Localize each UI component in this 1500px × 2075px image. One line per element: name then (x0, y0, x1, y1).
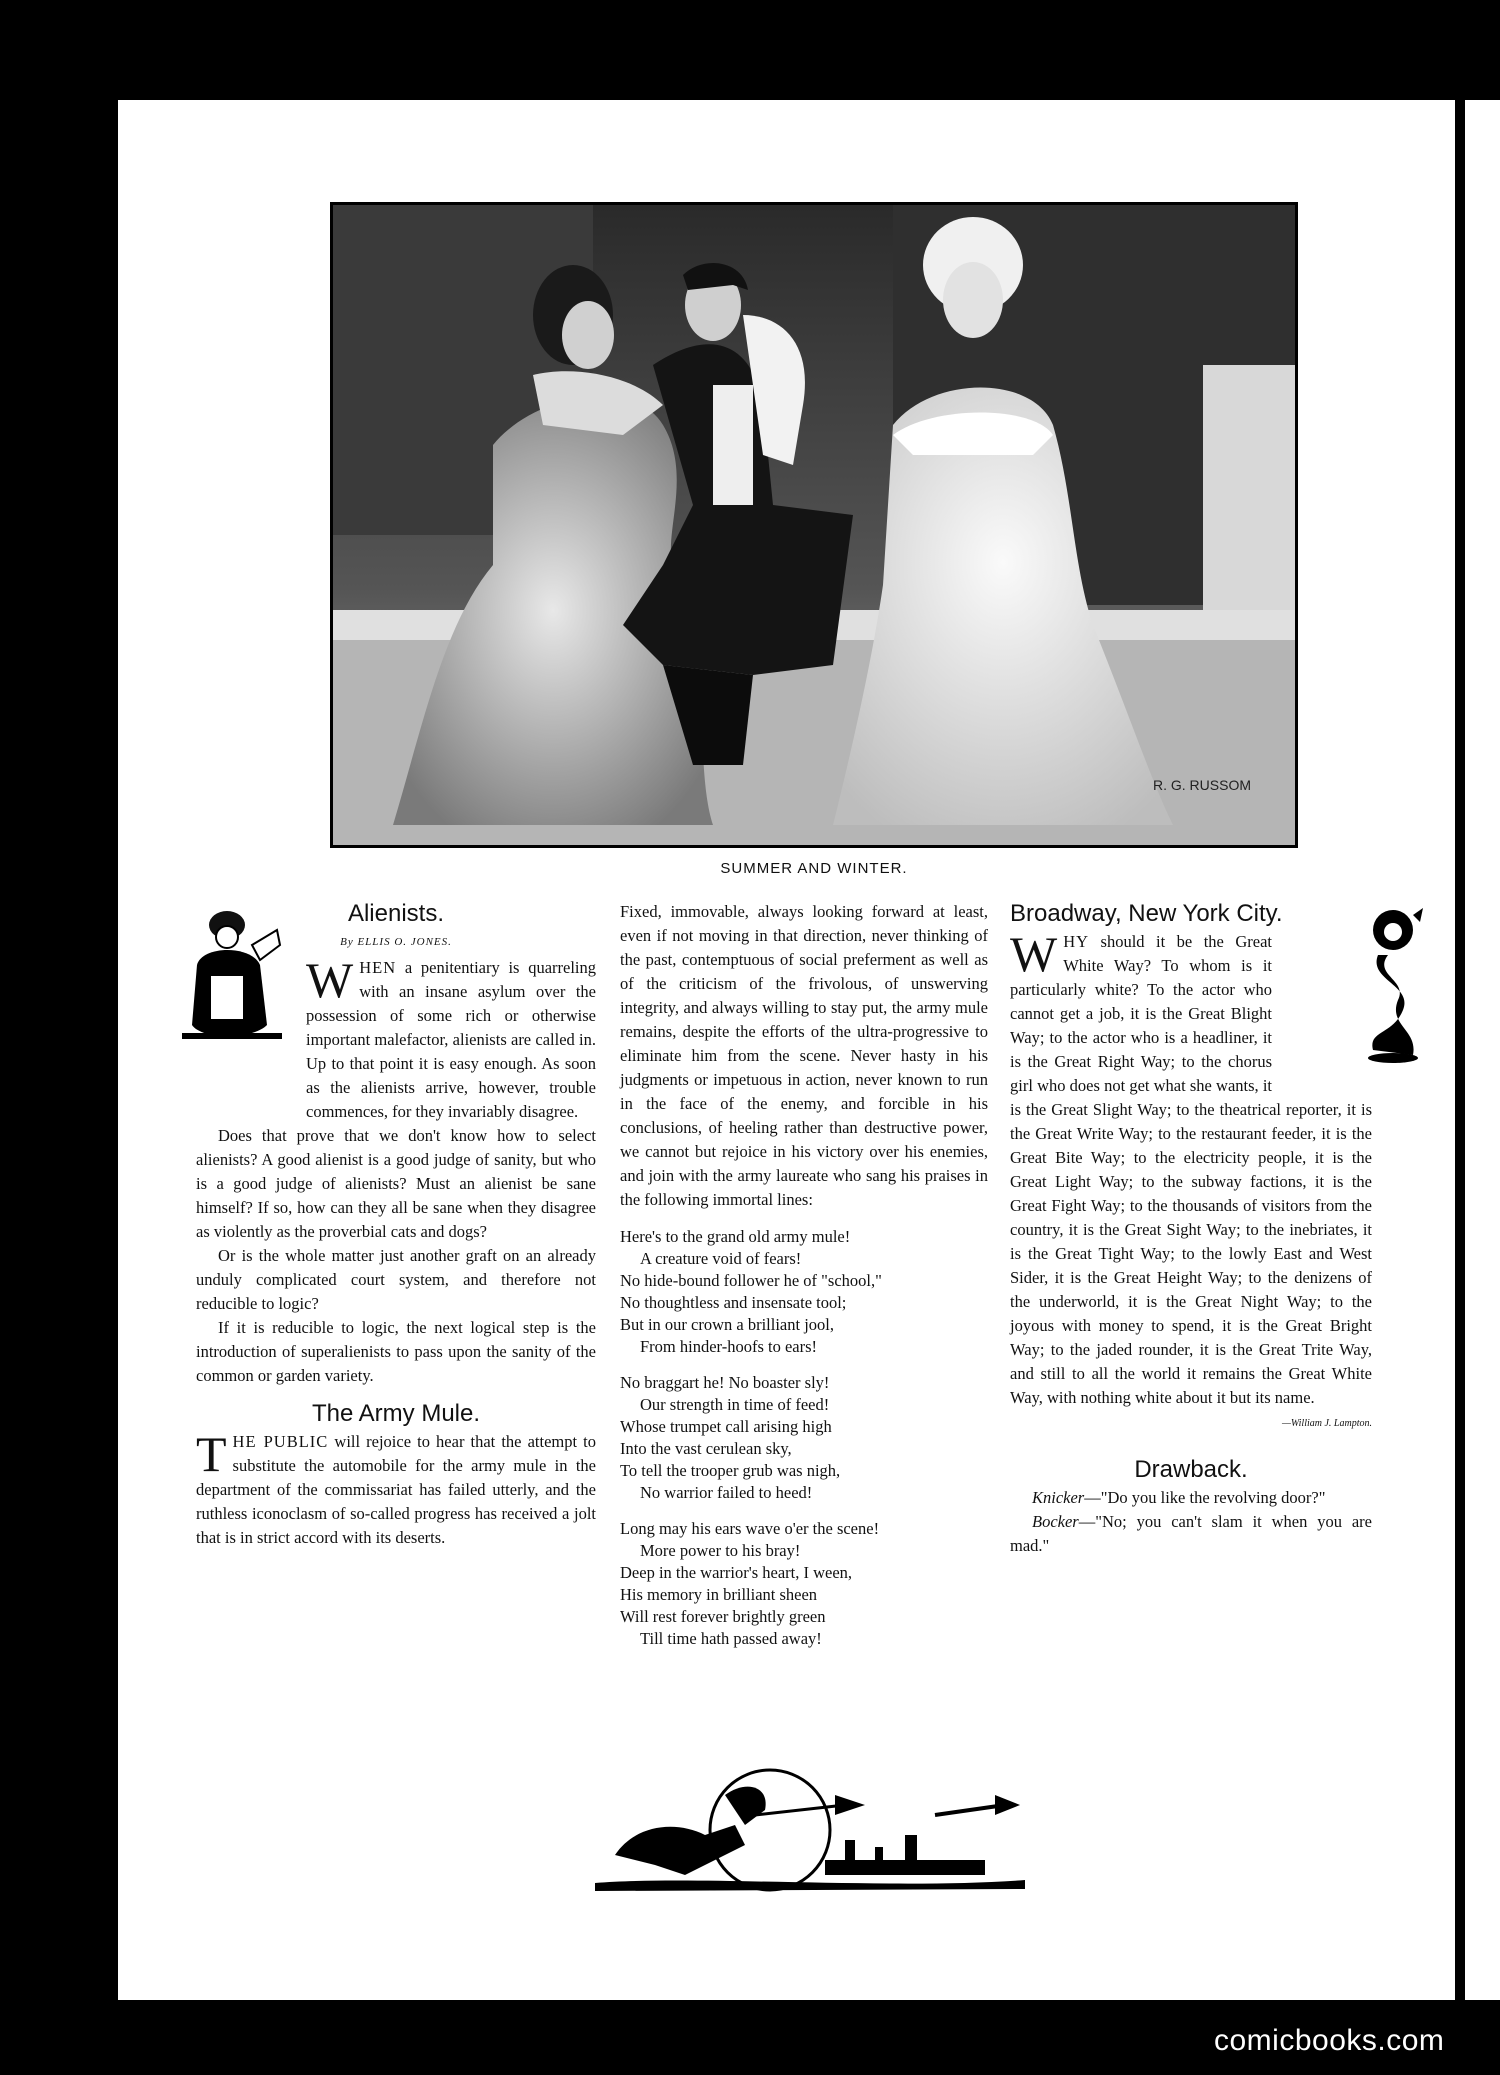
artist-signature: R. G. RUSSOM (1153, 777, 1252, 793)
poem-line: To tell the trooper grub was nigh, (620, 1461, 841, 1480)
army-mule-title: The Army Mule. (311, 1400, 481, 1427)
poem-line: Here's to the grand old army mule! (620, 1227, 851, 1246)
drop-cap: W (1010, 926, 1058, 982)
poem-line: No hide-bound follower he of "school," (620, 1271, 882, 1290)
army-mule-paragraph-2: Fixed, immovable, always looking forward at least, even if not moving in that direction, never thinking of the past, contemptuous of social preferment as well as of the criticism of the frivolous, of unswerving integrity, and always willing to stay put, the army mule remains, despite the efforts of the ultra-progressive to eliminate him from the scene. Never hasty in his judgments or impetuous in action, never known to run in the face of the enemy, and forcible in his conclusions, of heeling rather than destructive power, we cannot but rejoice in his victory over his enemies, and join with the army laureate who sang his praises in the following immortal lines: (620, 902, 988, 1209)
poem-stanza-3 (620, 1518, 988, 1650)
alienists-byline: By ELLIS O. JONES. (340, 936, 452, 948)
poem-line: Deep in the warrior's heart, I ween, (620, 1563, 853, 1582)
poem-line: More power to his bray! (640, 1541, 801, 1560)
alienists-paragraph-2: Does that prove that we don't know how to select alienists? A good alienist is a good judge of sanity, but who is a good judge of alienists? Must an alienist be sane himself? If so, how can they all be sane when they disagree as violently as the proverbial cats and dogs? (196, 1126, 596, 1241)
alienists-title: Alienists. (347, 900, 445, 927)
poem-line: His memory in brilliant sheen (620, 1585, 818, 1604)
poem-line: Into the vast cerulean sky, (620, 1439, 792, 1458)
alienists-paragraph-1: WHEN a penitentiary is quarreling with an insane asylum over the possession of some rich or otherwise important malefactor, alienists are called in. Up to that point it is easy enough. As soon as the alienists arrive, however, trouble commences, for they invariably disagree. (306, 952, 596, 1121)
army-mule-paragraph-1: THE PUBLIC will rejoice to hear that the attempt to substitute the automobile for the army mule in the department of the commissariat has failed utterly, and the ruthless iconoclasm of so-called progress has received a jolt that is in strict accord with its deserts. (196, 1426, 597, 1547)
illustration-caption: SUMMER AND WINTER. (720, 860, 908, 877)
watermark: comicbooks.com (1214, 2024, 1445, 2057)
drop-cap: W (306, 952, 354, 1008)
poem-line: Long may his ears wave o'er the scene! (620, 1519, 880, 1538)
poem-line: Till time hath passed away! (640, 1629, 822, 1648)
poem-line: A creature void of fears! (640, 1249, 802, 1268)
bottom-vignette-cupid-illustration (595, 1765, 1025, 1895)
column-3 (1010, 900, 1372, 1558)
illustration-image (333, 205, 1295, 845)
poem-line: No braggart he! No boaster sly! (620, 1373, 830, 1392)
broadway-attribution: —William J. Lampton. (1281, 1418, 1372, 1429)
drawback-title: Drawback. (1134, 1456, 1248, 1483)
poem-line: From hinder-hoofs to ears! (640, 1337, 818, 1356)
alienists-paragraph-3: Or is the whole matter just another graft on an already unduly complicated court system, and therefore not reducible to logic? (196, 1246, 596, 1313)
drop-cap: T (196, 1426, 227, 1482)
poem-line: No warrior failed to heed! (640, 1483, 813, 1502)
drawback-line-1: Knicker—"Do you like the revolving door?" (1032, 1488, 1326, 1507)
illustration-summer-and-winter (330, 202, 1298, 848)
poem-line: Whose trumpet call arising high (620, 1417, 832, 1436)
poem-line: No thoughtless and insensate tool; (620, 1293, 847, 1312)
alienists-paragraph-4: If it is reducible to logic, the next logical step is the introduction of superalienists to pass upon the sanity of the common or garden variety. (196, 1318, 596, 1385)
poem-stanza-1 (620, 1226, 988, 1358)
poem-line: Will rest forever brightly green (620, 1607, 826, 1626)
adjacent-page-edge (1465, 100, 1500, 2000)
poem-line: Our strength in time of feed! (640, 1395, 830, 1414)
poem-stanza-2 (620, 1372, 988, 1504)
column-1 (196, 900, 596, 1550)
drawback-line-2: Bocker—"No; you can't slam it when you are mad." (1010, 1512, 1372, 1555)
broadway-paragraph: WHY should it be the Great White Way? To whom is it particularly white? To the actor who cannot get a job, it is the Great Blight Way; to the actor who is a headliner, it is the Great Right Way; to the chorus girl who does not get what she wants, it is the Great Slight Way; to the theatrical reporter, it is the Great Write Way; to the restaurant feeder, it is the Great Bite Way; to the electricity people, it is the Great Light Way; to the subway factions, it is the Great Fight Way; to the thousands of visitors from the country, it is the Great Sight Way; to the inebriates, it is the Great Tight Way; to the lowly East and West Sider, it is the Great Height Way; to the denizens of the underworld, it is the Great Night Way; to the joyous with money to spend, it is the Great Bright Way; to the jaded rounder, it is the Great Trite Way, and still to all the world it remains the Great White Way, with nothing white about it but its name. (1010, 926, 1372, 1407)
broadway-title: Broadway, New York City. (1010, 900, 1283, 927)
poem-line: But in our crown a brilliant jool, (620, 1315, 835, 1334)
army-mule-poem (620, 1226, 988, 1650)
column-2 (620, 900, 988, 1664)
